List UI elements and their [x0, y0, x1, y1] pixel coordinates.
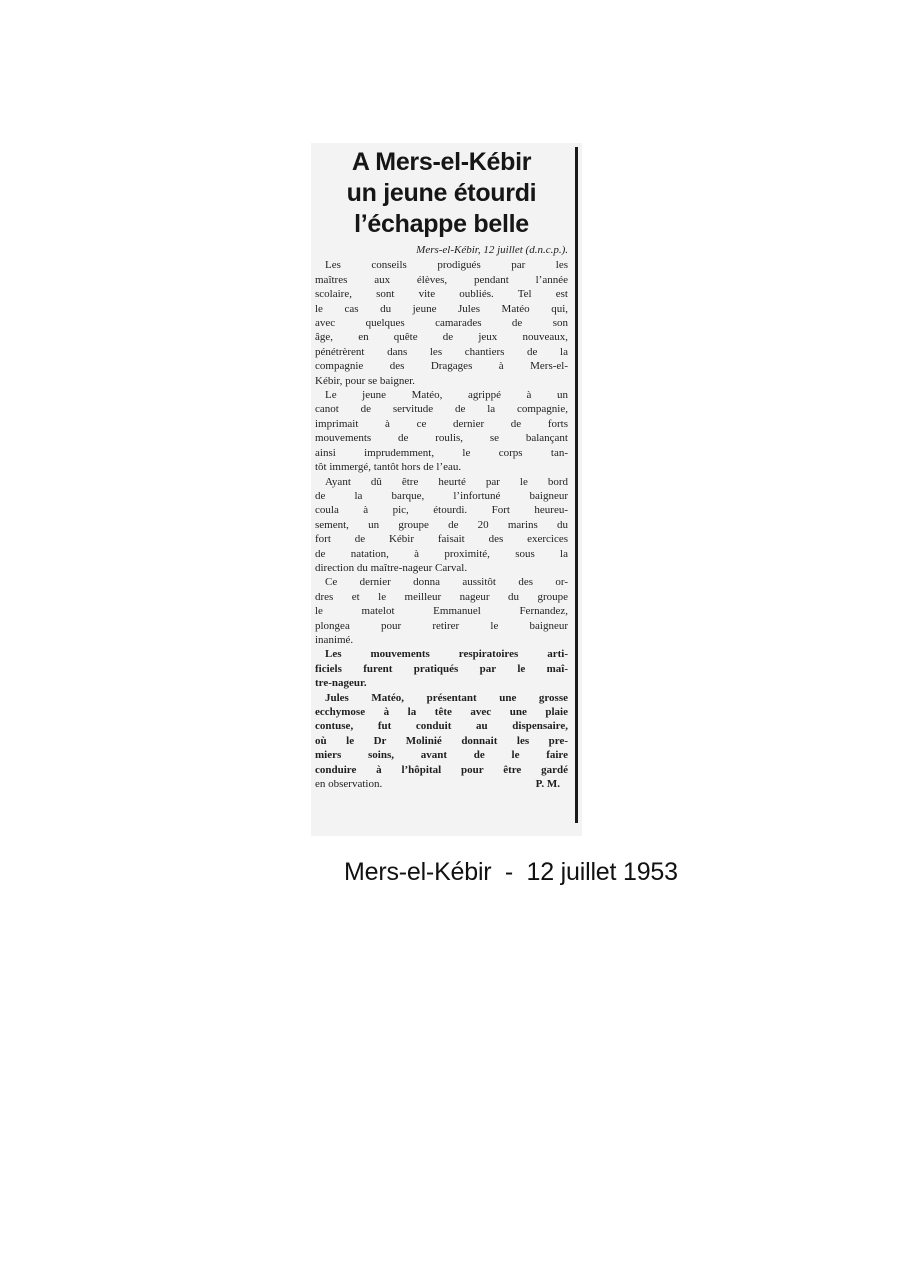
dateline: Mers-el-Kébir, 12 juillet (d.n.c.p.).: [416, 244, 568, 256]
article-text-line: scolaire, sont vite oubliés. Tel est: [315, 288, 568, 301]
headline-line: A Mers-el-Kébir: [351, 148, 532, 176]
article-text-line: âge, en quête de jeux nouveaux,: [315, 331, 568, 344]
article-text-line: canot de servitude de la compagnie,: [315, 403, 568, 416]
article-paragraph: [315, 388, 568, 474]
article-text-line: miers soins, avant de le faire: [315, 749, 568, 762]
author-signature: P. M.: [535, 778, 560, 791]
article-paragraph: [315, 475, 568, 576]
headline: [315, 147, 568, 240]
article-text-line: pénétrèrent dans les chantiers de la: [315, 345, 568, 358]
article-text-line: direction du maître-nageur Carval.: [315, 561, 468, 574]
article-text-line: maîtres aux élèves, pendant l’année: [315, 273, 568, 286]
article-text-line: imprimait à ce dernier de forts: [315, 417, 568, 430]
article-text-line: le matelot Emmanuel Fernandez,: [315, 605, 568, 618]
article-text-line: conduire à l’hôpital pour être gardé: [315, 763, 568, 776]
article-text-line: ainsi imprudemment, le corps tan-: [315, 446, 568, 459]
article-paragraph: [315, 258, 568, 388]
article-text-line: dres et le meilleur nageur du groupe: [315, 590, 568, 603]
article-text-line: fort de Kébir faisait des exercices: [315, 533, 568, 546]
headline-line: un jeune étourdi: [346, 179, 537, 207]
article-text-line: tôt immergé, tantôt hors de l’eau.: [315, 461, 462, 474]
article-text-line: Le jeune Matéo, agrippé à un: [325, 389, 568, 402]
article-text-line: Les conseils prodigués par les: [325, 259, 568, 272]
article-text-line: avec quelques camarades de son: [315, 317, 568, 330]
article-text-line: coula à pic, étourdi. Fort heureu-: [315, 504, 568, 517]
caption: Mers-el-Kébir - 12 juillet 1953: [344, 858, 678, 886]
column-rule: [575, 147, 578, 823]
article-text-line: de la barque, l’infortuné baigneur: [315, 489, 568, 502]
newspaper-clipping: [311, 143, 582, 836]
article-text-line: compagnie des Dragages à Mers-el-: [315, 360, 568, 373]
article-text-line: sement, un groupe de 20 marins du: [315, 518, 568, 531]
article-text-line: où le Dr Molinié donnait les pre-: [315, 734, 568, 747]
headline-line: l’échappe belle: [354, 210, 529, 238]
article-text-line: Les mouvements respiratoires arti-: [325, 648, 568, 661]
article-text-line: contuse, fut conduit au dispensaire,: [315, 720, 568, 733]
article-text-line: le cas du jeune Jules Matéo qui,: [315, 302, 568, 315]
article-text-line: ecchymose à la tête avec une plaie: [315, 706, 568, 718]
article-text-line: inanimé.: [315, 633, 354, 646]
article-body: [315, 258, 568, 777]
article-paragraph: [315, 691, 568, 777]
article-text-line: Kébir, pour se baigner.: [315, 374, 416, 387]
article-text-line: ficiels furent pratiqués par le maî-: [315, 662, 568, 675]
article-text-line: en observation.: [315, 778, 383, 791]
article-paragraph: [315, 647, 568, 690]
article-text-line: tre-nageur.: [315, 677, 367, 690]
article-text-line: Ayant dû être heurté par le bord: [325, 475, 568, 488]
article-text-line: mouvements de roulis, se balançant: [315, 432, 568, 445]
article-text-line: plongea pour retirer le baigneur: [315, 619, 568, 632]
article-text-line: Jules Matéo, présentant une grosse: [325, 691, 568, 704]
article-text-line: Ce dernier donna aussitôt des or-: [325, 576, 568, 589]
signature-row: [315, 777, 568, 791]
article-text-line: de natation, à proximité, sous la: [315, 547, 568, 560]
article-paragraph: [315, 575, 568, 647]
